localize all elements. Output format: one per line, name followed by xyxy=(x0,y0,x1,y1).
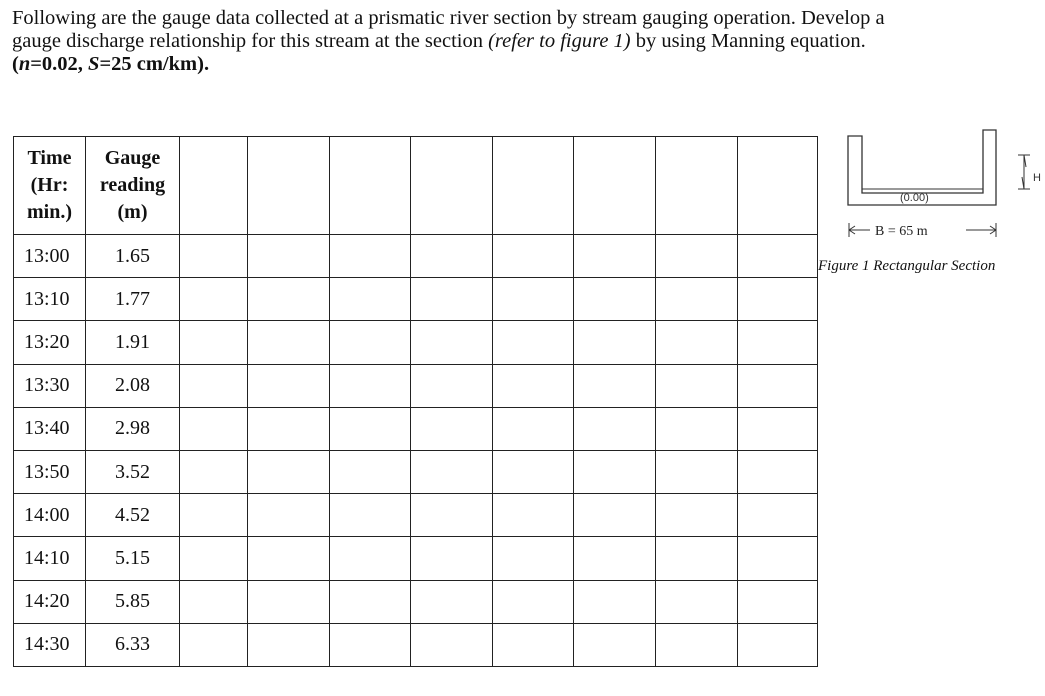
gauge-cell: 2.08 xyxy=(86,364,180,407)
table-row xyxy=(14,580,818,623)
empty-cell[interactable] xyxy=(411,537,493,580)
period: . xyxy=(203,53,210,75)
empty-cell[interactable] xyxy=(330,537,411,580)
empty-cell[interactable] xyxy=(574,450,656,493)
empty-cell[interactable] xyxy=(656,623,738,666)
question-parameters xyxy=(12,53,1012,76)
datum-label: (0.00) xyxy=(900,192,929,204)
empty-cell[interactable] xyxy=(330,580,411,623)
empty-cell[interactable] xyxy=(248,537,330,580)
empty-cell[interactable] xyxy=(411,278,493,321)
width-label: B = 65 m xyxy=(875,224,928,239)
empty-cell[interactable] xyxy=(574,321,656,364)
empty-cell[interactable] xyxy=(493,321,574,364)
empty-cell[interactable] xyxy=(330,364,411,407)
header-gauge-line-1: Gauge xyxy=(104,147,161,169)
empty-cell[interactable] xyxy=(180,321,248,364)
table-row xyxy=(14,623,818,666)
gauge-data-table xyxy=(13,136,818,667)
time-cell: 14:00 xyxy=(14,494,86,537)
table-row xyxy=(14,407,818,450)
question-line-2-text: gauge discharge relationship for this stream at the section xyxy=(12,30,489,52)
empty-cell[interactable] xyxy=(493,537,574,580)
time-cell: 13:50 xyxy=(14,450,86,493)
empty-cell[interactable] xyxy=(248,235,330,278)
empty-cell[interactable] xyxy=(656,494,738,537)
header-time xyxy=(14,137,86,235)
empty-cell[interactable] xyxy=(738,623,818,666)
empty-cell[interactable] xyxy=(411,407,493,450)
gauge-cell: 4.52 xyxy=(86,494,180,537)
time-cell: 13:30 xyxy=(14,364,86,407)
header-gauge-line-3: (m) xyxy=(117,201,148,223)
param-s-value: =25 cm/km) xyxy=(99,53,204,75)
empty-cell[interactable] xyxy=(248,278,330,321)
empty-cell[interactable] xyxy=(248,364,330,407)
header-time-line-2: (Hr: xyxy=(30,174,69,196)
empty-cell[interactable] xyxy=(574,623,656,666)
empty-cell[interactable] xyxy=(248,450,330,493)
empty-cell[interactable] xyxy=(180,494,248,537)
empty-cell[interactable] xyxy=(738,407,818,450)
empty-cell[interactable] xyxy=(411,623,493,666)
gauge-cell: 1.91 xyxy=(86,321,180,364)
header-gauge-line-2: reading xyxy=(99,174,166,196)
time-cell: 14:10 xyxy=(14,537,86,580)
time-cell: 13:00 xyxy=(14,235,86,278)
empty-cell[interactable] xyxy=(248,321,330,364)
header-time-line-1: Time xyxy=(27,147,72,169)
empty-cell[interactable] xyxy=(330,278,411,321)
table-row xyxy=(14,278,818,321)
param-s-symbol: S xyxy=(88,53,100,75)
empty-cell[interactable] xyxy=(656,235,738,278)
empty-cell[interactable] xyxy=(574,494,656,537)
empty-cell[interactable] xyxy=(574,364,656,407)
empty-cell[interactable] xyxy=(248,580,330,623)
empty-cell[interactable] xyxy=(180,450,248,493)
empty-cell[interactable] xyxy=(411,364,493,407)
empty-cell[interactable] xyxy=(180,407,248,450)
empty-header-cell[interactable] xyxy=(180,137,248,235)
empty-cell[interactable] xyxy=(330,494,411,537)
figure-caption: Figure 1 Rectangular Section xyxy=(818,258,996,274)
empty-cell[interactable] xyxy=(180,580,248,623)
table-row xyxy=(14,494,818,537)
empty-cell[interactable] xyxy=(493,450,574,493)
empty-cell[interactable] xyxy=(574,537,656,580)
table-row xyxy=(14,235,818,278)
empty-cell[interactable] xyxy=(180,623,248,666)
question-line-2-end: by using Manning equation. xyxy=(630,30,866,52)
table-header-row xyxy=(14,137,818,235)
table-row xyxy=(14,364,818,407)
time-cell: 13:40 xyxy=(14,407,86,450)
gauge-cell: 5.85 xyxy=(86,580,180,623)
empty-header-cell[interactable] xyxy=(248,137,330,235)
empty-cell[interactable] xyxy=(493,235,574,278)
empty-header-cell[interactable] xyxy=(411,137,493,235)
empty-cell[interactable] xyxy=(738,537,818,580)
empty-cell[interactable] xyxy=(411,494,493,537)
empty-cell[interactable] xyxy=(330,235,411,278)
empty-cell[interactable] xyxy=(656,278,738,321)
empty-cell[interactable] xyxy=(411,235,493,278)
empty-cell[interactable] xyxy=(180,537,248,580)
empty-cell[interactable] xyxy=(574,278,656,321)
empty-cell[interactable] xyxy=(330,321,411,364)
question-line-2 xyxy=(12,30,1012,53)
empty-header-cell[interactable] xyxy=(493,137,574,235)
empty-cell[interactable] xyxy=(180,364,248,407)
empty-header-cell[interactable] xyxy=(738,137,818,235)
empty-cell[interactable] xyxy=(656,537,738,580)
figure-reference: (refer to figure 1) xyxy=(488,30,631,52)
height-label: H xyxy=(1033,172,1041,184)
gauge-cell: 1.77 xyxy=(86,278,180,321)
empty-cell[interactable] xyxy=(738,364,818,407)
table-body xyxy=(14,235,818,667)
empty-cell[interactable] xyxy=(574,580,656,623)
empty-cell[interactable] xyxy=(738,278,818,321)
empty-cell[interactable] xyxy=(411,321,493,364)
empty-cell[interactable] xyxy=(493,580,574,623)
gauge-cell: 3.52 xyxy=(86,450,180,493)
empty-header-cell[interactable] xyxy=(574,137,656,235)
time-cell: 14:20 xyxy=(14,580,86,623)
gauge-cell: 1.65 xyxy=(86,235,180,278)
empty-cell[interactable] xyxy=(493,494,574,537)
empty-cell[interactable] xyxy=(656,450,738,493)
empty-cell[interactable] xyxy=(180,278,248,321)
empty-cell[interactable] xyxy=(493,407,574,450)
table-row xyxy=(14,321,818,364)
empty-cell[interactable] xyxy=(656,321,738,364)
empty-cell[interactable] xyxy=(656,580,738,623)
empty-header-cell[interactable] xyxy=(656,137,738,235)
empty-header-cell[interactable] xyxy=(330,137,411,235)
empty-cell[interactable] xyxy=(574,407,656,450)
empty-cell[interactable] xyxy=(493,623,574,666)
empty-cell[interactable] xyxy=(574,235,656,278)
header-time-line-3: min.) xyxy=(27,201,72,223)
question-text xyxy=(12,7,1012,76)
empty-cell[interactable] xyxy=(738,235,818,278)
param-n-value: =0.02, xyxy=(30,53,89,75)
empty-cell[interactable] xyxy=(180,235,248,278)
empty-cell[interactable] xyxy=(738,450,818,493)
gauge-cell: 6.33 xyxy=(86,623,180,666)
empty-cell[interactable] xyxy=(330,407,411,450)
empty-cell[interactable] xyxy=(248,623,330,666)
time-cell: 13:20 xyxy=(14,321,86,364)
gauge-cell: 2.98 xyxy=(86,407,180,450)
question-line-1: Following are the gauge data collected at a prismatic river section by stream gauging operation. Develop a xyxy=(12,7,885,29)
empty-cell[interactable] xyxy=(656,364,738,407)
empty-cell[interactable] xyxy=(248,407,330,450)
empty-cell[interactable] xyxy=(656,407,738,450)
table-row xyxy=(14,450,818,493)
param-n-symbol: n xyxy=(18,53,31,75)
empty-cell[interactable] xyxy=(493,278,574,321)
empty-cell[interactable] xyxy=(738,580,818,623)
empty-cell[interactable] xyxy=(493,364,574,407)
table-row xyxy=(14,537,818,580)
empty-cell[interactable] xyxy=(738,321,818,364)
empty-cell[interactable] xyxy=(330,450,411,493)
time-cell: 13:10 xyxy=(14,278,86,321)
empty-cell[interactable] xyxy=(248,494,330,537)
paren-open: ( xyxy=(12,53,19,75)
empty-cell[interactable] xyxy=(330,623,411,666)
time-cell: 14:30 xyxy=(14,623,86,666)
header-gauge xyxy=(86,137,180,235)
gauge-cell: 5.15 xyxy=(86,537,180,580)
empty-cell[interactable] xyxy=(738,494,818,537)
empty-cell[interactable] xyxy=(411,580,493,623)
empty-cell[interactable] xyxy=(411,450,493,493)
